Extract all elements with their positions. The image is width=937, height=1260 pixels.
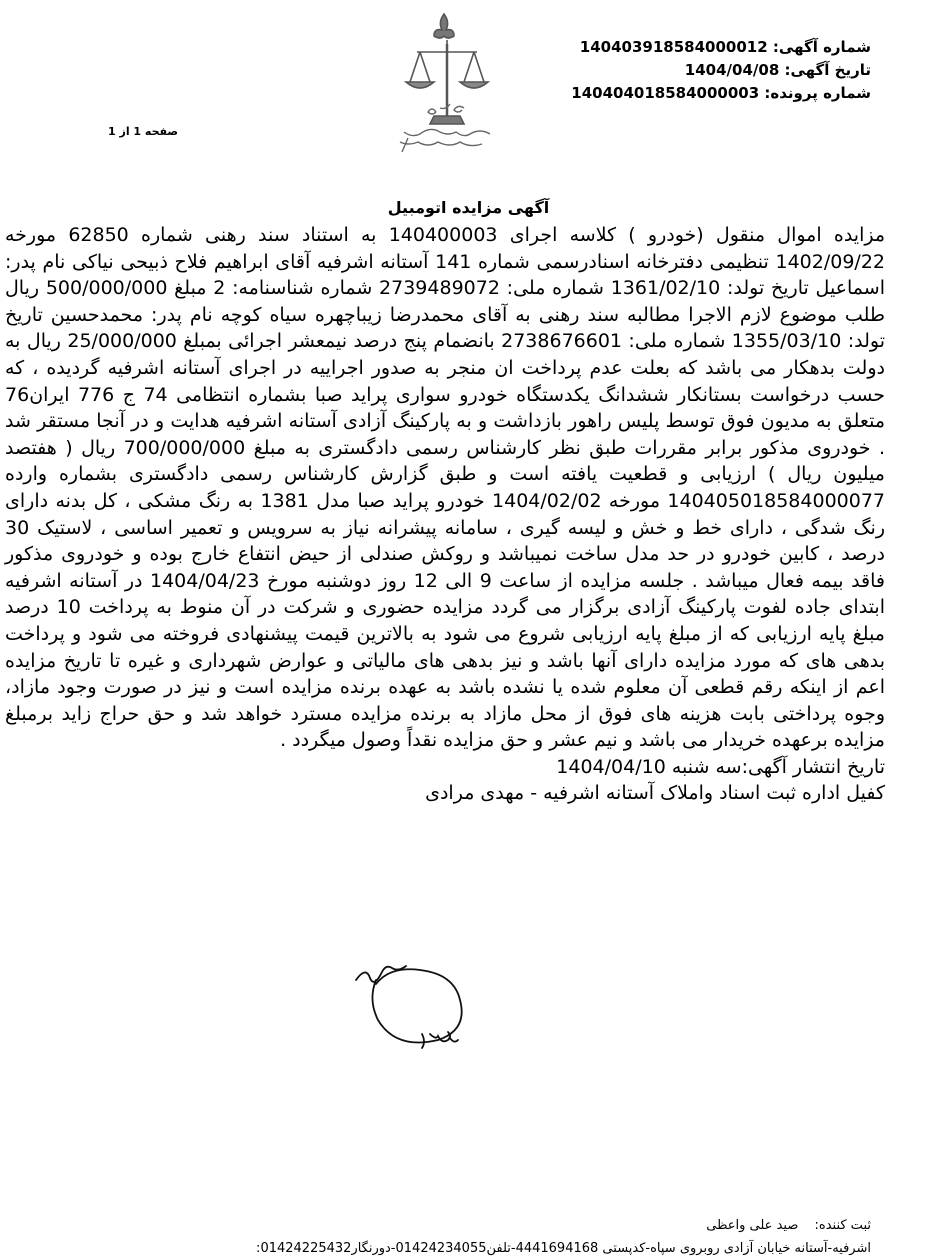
- notice-paragraph: مزایده اموال منقول (خودرو ) کلاسه اجرای 140400003 به استناد سند رهنی شماره 62850 مورخه 1402/09/22 تنظیمی دفترخانه اسنادرسمی شماره 141 آستانه اشرفیه آقای ابراهیم فلاح ذبیحی نیاکی نام پدر: اسماعیل تاریخ تولد: 1361/02/10 شماره ملی: 2739489072 شماره شناسنامه: 2 مبلغ 500/000/000 ریال طلب موضوع لازم الاجرا مطالبه سند رهنی به آقای محمدرضا زیباچهره سیاه کوچه نام پدر: محمدحسین تاریخ تولد: 1355/03/10 شماره ملی: 2738676601 بانضمام پنج درصد نیمعشر اجرائی بمبلغ 25/000/000 ریال به دولت بدهکار می باشد که بعلت عدم پرداخت ان منجر به صدور اجراییه در اجرای آستانه اشرفیه گردیده ، که حسب درخواست بستانکار ششدانگ یکدستگاه خودرو سواری پراید صبا بشماره انتظامی 74 ج 776 ایران76 متعلق به مدیون فوق توسط پلیس راهور بازداشت و به پارکینگ آزادی آستانه اشرفیه هدایت و در آنجا مستقر شد . خودروی مذکور برابر مقررات طبق نظر کارشناس رسمی دادگستری به مبلغ 700/000/000 ریال ( هفتصد میلیون ریال ) ارزیابی و قطعیت یافته است و طبق گزارش کارشناس رسمی دادگستری بشماره وارده 140405018584000077 مورخه 1404/02/02 خودرو پراید صبا مدل 1381 به رنگ مشکی ، کل بدنه دارای رنگ شدگی ، دارای خط و خش و لیسه گیری ، سامانه پیشرانه نیاز به سرویس و تعمیر اساسی ، لاستیک 30 درصد ، کابین خودرو در حد مدل ساخت نمیباشد و روکش صندلی از حیض انتفاع خارج بوده و خودروی مذکور فاقد بیمه فعال میباشد . جلسه مزایده از ساعت 9 الی 12 روز دوشنبه مورخ 1404/04/23 در آستانه اشرفیه ابتدای جاده لفوت پارکینگ آزادی برگزار می گردد مزایده حضوری و شرکت در آن منوط به پرداخت 10 درصد مبلغ پایه ارزیابی که از مبلغ پایه ارزیابی شروع می شود به بالاترین قیمت پیشنهادی فروخته می شود و پرداخت بدهی های که مورد مزایده دارای آنها باشد و نیز بدهی های مالیاتی و عوارض شهرداری و غیره تا تاریخ مزایده اعم از اینکه رقم قطعی آن معلوم شده یا نشده باشد به عهده برنده مزایده است و نیز در صورت وجود مازاد، وجوه پرداختی بابت هزینه های فوق از محل مازاد به برنده مزایده مسترد خواهد شد و حق حراج زاید برمبلغ مزایده برعهده خریدار می باشد و نیم عشر و حق مزایده نقداً وصول میگردد .: [5, 224, 886, 752]
- judiciary-emblem-icon: [372, 4, 522, 164]
- notice-date-label: تاریخ آگهی:: [784, 61, 871, 79]
- notice-number-label: شماره آگهی:: [772, 38, 871, 56]
- registrar-value: صید علی واعظی: [706, 1218, 799, 1233]
- signer-line: کفیل اداره ثبت اسناد واملاک آستانه اشرفیه - مهدی مرادی: [425, 782, 885, 805]
- registrar-row: [160, 1214, 871, 1237]
- publish-date-line: تاریخ انتشار آگهی:سه شنبه 1404/04/10: [556, 755, 885, 778]
- notice-number-row: [571, 36, 871, 59]
- notice-number-value: 14040391858400001​2: [579, 38, 768, 56]
- notice-date-row: [571, 59, 871, 82]
- handwritten-signature: [340, 958, 490, 1068]
- page-number: صفحه 1 از 1: [108, 125, 179, 138]
- office-address: اشرفیه-آستانه خیابان آزادی روبروی سپاه-کدپستی 4441694168-تلفن01424234055-دورنگار01424225432:: [256, 1241, 871, 1256]
- file-number-value: 14040401858400000​3: [571, 84, 760, 102]
- file-number-label: شماره پرونده:: [764, 84, 871, 102]
- notice-date-value: 1404/04/08: [684, 61, 780, 79]
- notice-body: [5, 222, 885, 807]
- file-number-row: [571, 82, 871, 105]
- notice-header-info: [571, 36, 871, 105]
- registrar-label: ثبت کننده:: [814, 1218, 871, 1233]
- page-title: آگهی مزایده اتومبیل: [387, 198, 550, 217]
- notice-footer: [160, 1214, 871, 1260]
